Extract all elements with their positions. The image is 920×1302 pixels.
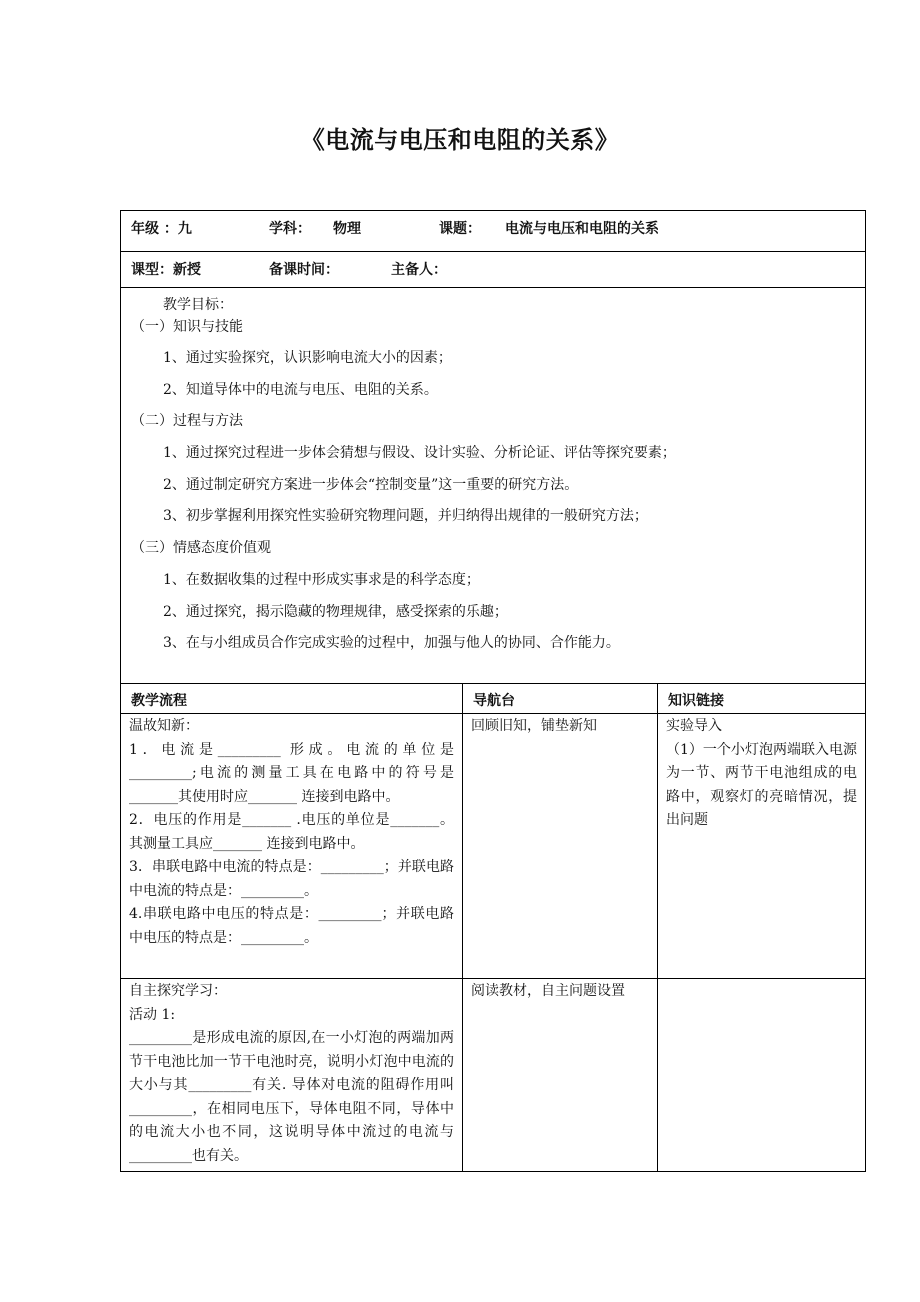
review-nav-text: 回顾旧知，铺垫新知 (471, 718, 597, 734)
review-line: 1．电流是_________ 形成。电流的单位是_________;电流的测量工具在电路中的符号是_______其使用时应_______ 连接到电路中。 (129, 741, 454, 805)
objective-item: 2、知道导体中的电流与电压、电阻的关系。 (163, 382, 438, 398)
review-row (120, 713, 866, 978)
review-line: 2．电压的作用是_______ .电压的单位是_______。其测量工具应_______ 连接到电路中。 (129, 812, 454, 852)
prep-time-label: 备课时间： (269, 262, 339, 278)
review-nav-cell (463, 714, 658, 978)
review-line: 3．串联电路中电流的特点是：_________；并联电路中电流的特点是：_________。 (129, 859, 454, 899)
objective-item: 3、初步掌握利用探究性实验研究物理问题，并归纳得出规律的一般研究方法； (163, 508, 648, 524)
objective-item: 2、通过制定研究方案进一步体会“控制变量”这一重要的研究方法。 (163, 477, 579, 493)
review-flow-cell (121, 714, 463, 978)
objective-item: 2、通过探究，揭示隐藏的物理规律，感受探索的乐趣； (163, 604, 508, 620)
link-text: （1）一个小灯泡两端联入电源为一节、两节干电池组成的电路中，观察灯的亮暗情况，提出问题 (666, 741, 857, 828)
lesson-type: 课型：新授 (131, 262, 201, 278)
objectives-section-1: （一）知识与技能 (131, 319, 243, 335)
objectives-section-3: （三）情感态度价值观 (131, 540, 271, 556)
explore-text: _________是形成电流的原因,在一小灯泡的两端加两节干电池比加一节干电池时亮，说明小灯泡中电流的大小与其_________有关. 导体对电流的阻碍作用叫_________，在相同电压下，导体电阻不同，导体中的电流大小也不同，这说明导体中流过的电流与_________也有关。 (129, 1030, 454, 1164)
objective-item: 3、在与小组成员合作完成实验的过程中，加强与他人的协同、合作能力。 (163, 635, 620, 651)
review-link-cell (658, 714, 865, 978)
objective-item: 1、通过实验探究，认识影响电流大小的因素； (163, 350, 452, 366)
grade-label: 年级 ：九 (131, 221, 192, 237)
topic-value: 电流与电压和电阻的关系 (505, 221, 659, 237)
subject-value: 物理 (333, 221, 361, 237)
column-header-link: 知识链接 (668, 693, 724, 709)
objective-item: 1、在数据收集的过程中形成实事求是的科学态度； (163, 572, 480, 588)
explore-link-cell (658, 979, 865, 1171)
link-heading: 实验导入 (666, 718, 722, 734)
explore-nav-cell (463, 979, 658, 1171)
explore-nav-text: 阅读教材，自主问题设置 (471, 983, 625, 999)
page-title: 《电流与电压和电阻的关系》 (300, 125, 620, 154)
lesson-plan-table (120, 210, 866, 1172)
column-header-nav: 导航台 (473, 693, 515, 709)
column-header-flow: 教学流程 (131, 693, 187, 709)
objectives-cell (120, 287, 866, 683)
review-heading: 温故知新： (129, 718, 199, 734)
objectives-heading: 教学目标： (163, 297, 233, 313)
topic-label: 课题： (439, 221, 481, 237)
subject-label: 学科： (269, 221, 311, 237)
explore-heading: 自主探究学习： (129, 983, 227, 999)
explore-flow-cell (121, 979, 463, 1171)
header-row-1 (120, 210, 866, 251)
header-row-2 (120, 251, 866, 287)
objectives-section-2: （二）过程与方法 (131, 413, 243, 429)
preparer-label: 主备人： (391, 262, 447, 278)
activity-label: 活动 1: (129, 1006, 176, 1023)
review-line: 4.串联电路中电压的特点是：_________；并联电路中电压的特点是：_________。 (129, 906, 454, 946)
column-header-row (120, 683, 866, 713)
objective-item: 1、通过探究过程进一步体会猜想与假设、设计实验、分析论证、评估等探究要素； (163, 445, 676, 461)
explore-row (120, 978, 866, 1172)
